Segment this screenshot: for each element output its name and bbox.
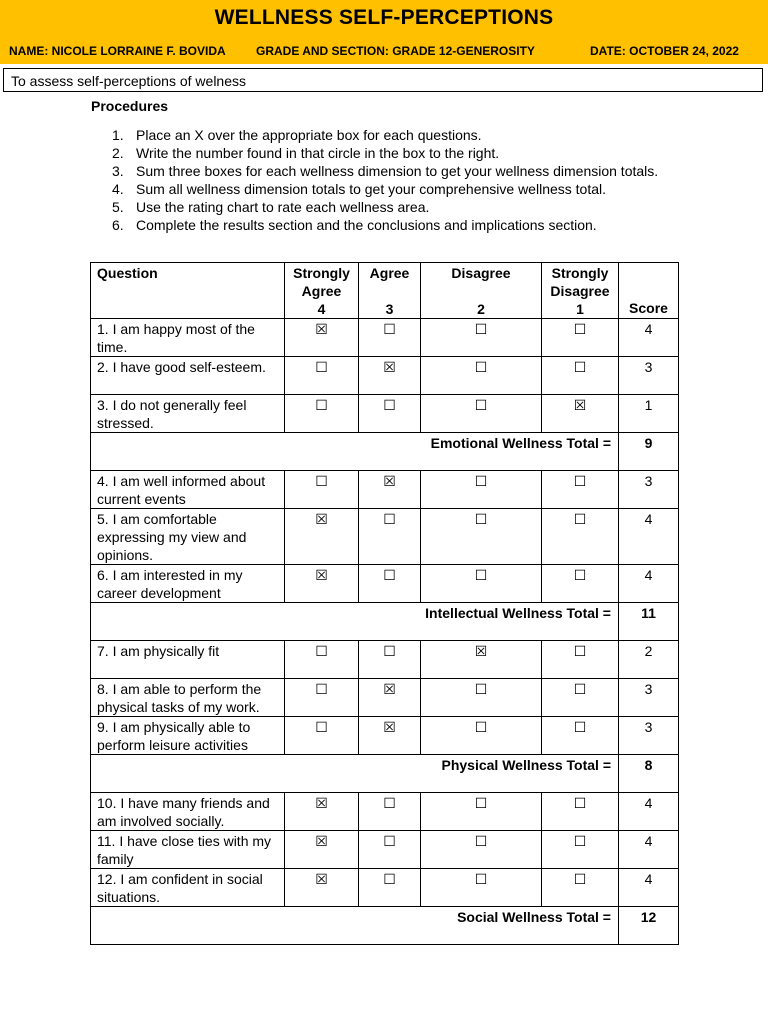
checkbox-unchecked[interactable]: ☐ [421, 319, 542, 357]
total-label: Intellectual Wellness Total = [91, 603, 619, 641]
title-banner [0, 0, 768, 64]
header-disagree-label: Disagree [451, 265, 511, 281]
checkbox-checked[interactable]: ☒ [285, 831, 359, 869]
checkbox-unchecked[interactable]: ☐ [359, 793, 421, 831]
procedure-text: Sum three boxes for each wellness dimension to get your wellness dimension totals. [136, 163, 659, 179]
checkbox-checked[interactable]: ☒ [285, 319, 359, 357]
procedure-item [112, 162, 658, 180]
checkbox-unchecked[interactable]: ☐ [542, 793, 619, 831]
checkbox-unchecked[interactable]: ☐ [542, 831, 619, 869]
checkbox-unchecked[interactable]: ☐ [421, 717, 542, 755]
checkbox-checked[interactable]: ☒ [359, 717, 421, 755]
checkbox-unchecked[interactable]: ☐ [285, 357, 359, 395]
checkbox-unchecked[interactable]: ☐ [542, 357, 619, 395]
procedure-item [112, 198, 658, 216]
header-strongly-disagree-label: Strongly Disagree [550, 265, 610, 299]
header-agree [359, 263, 421, 319]
procedures-title: Procedures [91, 98, 169, 114]
procedure-number: 4. [112, 181, 124, 197]
total-value: 9 [619, 433, 679, 471]
question-text: 11. I have close ties with my family [91, 831, 285, 869]
total-label: Physical Wellness Total = [91, 755, 619, 793]
score-value: 4 [619, 509, 679, 565]
procedure-item [112, 144, 658, 162]
checkbox-unchecked[interactable]: ☐ [542, 565, 619, 603]
objective-box: To assess self-perceptions of welness [3, 68, 763, 92]
total-value: 8 [619, 755, 679, 793]
checkbox-checked[interactable]: ☒ [359, 471, 421, 509]
checkbox-unchecked[interactable]: ☐ [421, 869, 542, 907]
procedure-text: Place an X over the appropriate box for each questions. [136, 127, 482, 143]
total-label: Emotional Wellness Total = [91, 433, 619, 471]
procedure-text: Sum all wellness dimension totals to get your comprehensive wellness total. [136, 181, 607, 197]
score-value: 3 [619, 471, 679, 509]
checkbox-unchecked[interactable]: ☐ [421, 565, 542, 603]
checkbox-unchecked[interactable]: ☐ [359, 641, 421, 679]
checkbox-checked[interactable]: ☒ [285, 509, 359, 565]
table-row [91, 565, 679, 603]
procedure-item [112, 180, 658, 198]
header-disagree [421, 263, 542, 319]
procedure-text: Write the number found in that circle in the box to the right. [136, 145, 500, 161]
checkbox-checked[interactable]: ☒ [285, 565, 359, 603]
student-name: NAME: NICOLE LORRAINE F. BOVIDA [9, 44, 226, 58]
checkbox-unchecked[interactable]: ☐ [285, 641, 359, 679]
checkbox-unchecked[interactable]: ☐ [359, 319, 421, 357]
checkbox-unchecked[interactable]: ☐ [421, 679, 542, 717]
table-row [91, 793, 679, 831]
report-date: DATE: OCTOBER 24, 2022 [590, 44, 739, 58]
procedure-item [112, 216, 658, 234]
score-value: 4 [619, 565, 679, 603]
question-text: 7. I am physically fit [91, 641, 285, 679]
checkbox-unchecked[interactable]: ☐ [542, 679, 619, 717]
score-value: 4 [619, 869, 679, 907]
checkbox-unchecked[interactable]: ☐ [285, 395, 359, 433]
total-value: 11 [619, 603, 679, 641]
procedures-list [112, 126, 658, 234]
checkbox-unchecked[interactable]: ☐ [421, 357, 542, 395]
checkbox-unchecked[interactable]: ☐ [285, 679, 359, 717]
wellness-table [90, 262, 679, 945]
question-text: 8. I am able to perform the physical tasks of my work. [91, 679, 285, 717]
checkbox-checked[interactable]: ☒ [285, 793, 359, 831]
checkbox-unchecked[interactable]: ☐ [359, 831, 421, 869]
question-text: 6. I am interested in my career development [91, 565, 285, 603]
checkbox-checked[interactable]: ☒ [542, 395, 619, 433]
procedure-number: 2. [112, 145, 124, 161]
checkbox-unchecked[interactable]: ☐ [421, 471, 542, 509]
checkbox-unchecked[interactable]: ☐ [542, 471, 619, 509]
question-text: 10. I have many friends and am involved socially. [91, 793, 285, 831]
procedure-number: 6. [112, 217, 124, 233]
table-row [91, 395, 679, 433]
total-value: 12 [619, 907, 679, 945]
score-value: 4 [619, 793, 679, 831]
procedure-text: Complete the results section and the conclusions and implications section. [136, 217, 597, 233]
checkbox-unchecked[interactable]: ☐ [542, 641, 619, 679]
checkbox-unchecked[interactable]: ☐ [421, 831, 542, 869]
header-strongly-agree-value: 4 [317, 301, 326, 317]
question-text: 5. I am comfortable expressing my view and opinions. [91, 509, 285, 565]
checkbox-unchecked[interactable]: ☐ [542, 869, 619, 907]
header-disagree-value: 2 [477, 301, 485, 317]
score-value: 4 [619, 319, 679, 357]
checkbox-unchecked[interactable]: ☐ [359, 509, 421, 565]
checkbox-checked[interactable]: ☒ [285, 869, 359, 907]
table-row [91, 679, 679, 717]
table-row [91, 831, 679, 869]
grade-section: GRADE AND SECTION: GRADE 12-GENEROSITY [256, 44, 535, 58]
table-row [91, 509, 679, 565]
score-value: 3 [619, 717, 679, 755]
table-row [91, 869, 679, 907]
header-agree-label: Agree [369, 265, 410, 281]
page-title: WELLNESS SELF-PERCEPTIONS [214, 6, 554, 29]
question-text: 9. I am physically able to perform leisure activities [91, 717, 285, 755]
table-row [91, 641, 679, 679]
checkbox-unchecked[interactable]: ☐ [359, 565, 421, 603]
total-label: Social Wellness Total = [91, 907, 619, 945]
procedure-number: 3. [112, 163, 124, 179]
table-row [91, 319, 679, 357]
checkbox-unchecked[interactable]: ☐ [542, 717, 619, 755]
checkbox-unchecked[interactable]: ☐ [421, 793, 542, 831]
total-row [91, 755, 679, 793]
total-row [91, 603, 679, 641]
header-strongly-agree [285, 263, 359, 319]
header-score: Score [619, 263, 679, 319]
table-row [91, 357, 679, 395]
total-row [91, 433, 679, 471]
question-text: 3. I do not generally feel stressed. [91, 395, 285, 433]
checkbox-checked[interactable]: ☒ [421, 641, 542, 679]
checkbox-unchecked[interactable]: ☐ [359, 869, 421, 907]
header-strongly-disagree-value: 1 [576, 301, 584, 317]
score-value: 4 [619, 831, 679, 869]
question-text: 2. I have good self-esteem. [91, 357, 285, 395]
header-question: Question [91, 263, 285, 319]
table-header-row [91, 263, 679, 319]
checkbox-unchecked[interactable]: ☐ [285, 471, 359, 509]
checkbox-unchecked[interactable]: ☐ [542, 509, 619, 565]
checkbox-checked[interactable]: ☒ [359, 679, 421, 717]
procedure-number: 5. [112, 199, 124, 215]
procedure-number: 1. [112, 127, 124, 143]
score-value: 3 [619, 357, 679, 395]
header-agree-value: 3 [385, 301, 394, 317]
checkbox-checked[interactable]: ☒ [359, 357, 421, 395]
question-text: 1. I am happy most of the time. [91, 319, 285, 357]
score-value: 1 [619, 395, 679, 433]
procedure-item [112, 126, 658, 144]
score-value: 3 [619, 679, 679, 717]
total-row [91, 907, 679, 945]
header-strongly-disagree [542, 263, 619, 319]
procedure-text: Use the rating chart to rate each wellness area. [136, 199, 430, 215]
table-row [91, 717, 679, 755]
checkbox-unchecked[interactable]: ☐ [542, 319, 619, 357]
header-strongly-agree-label: Strongly Agree [293, 265, 350, 299]
checkbox-unchecked[interactable]: ☐ [285, 717, 359, 755]
checkbox-unchecked[interactable]: ☐ [421, 509, 542, 565]
question-text: 12. I am confident in social situations. [91, 869, 285, 907]
score-value: 2 [619, 641, 679, 679]
question-text: 4. I am well informed about current events [91, 471, 285, 509]
checkbox-unchecked[interactable]: ☐ [421, 395, 542, 433]
table-row [91, 471, 679, 509]
checkbox-unchecked[interactable]: ☐ [359, 395, 421, 433]
